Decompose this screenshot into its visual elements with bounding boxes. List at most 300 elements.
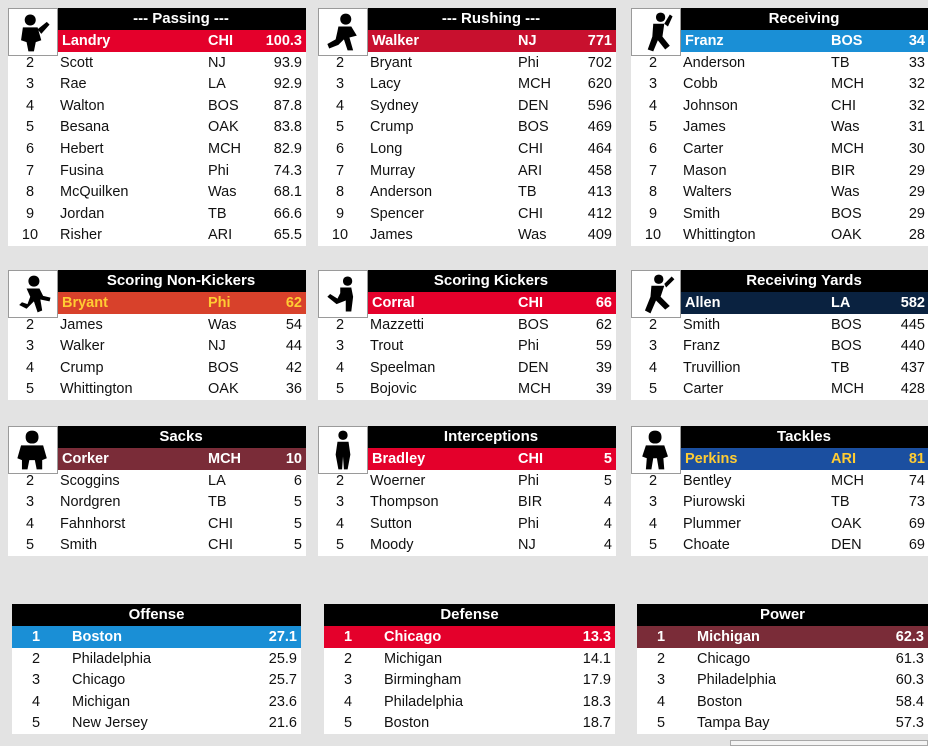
team-row[interactable] (324, 626, 615, 648)
player-name: Mason (683, 162, 727, 179)
leader-row[interactable] (681, 30, 928, 52)
defensive-back-icon (318, 426, 368, 474)
rank-number: 4 (656, 693, 666, 710)
team-name: Michigan (384, 650, 443, 667)
player-name: Truvillion (683, 359, 741, 376)
panel-title: Receiving Yards (679, 270, 928, 292)
leader-row[interactable] (368, 448, 616, 470)
panel-sacks (8, 426, 306, 556)
rank-number: 5 (335, 537, 345, 554)
rank-number: 2 (648, 316, 658, 333)
rank-number: 6 (648, 141, 658, 157)
player-name: Crump (60, 359, 104, 376)
team-abbr: Was (831, 119, 860, 136)
leader-row[interactable] (8, 73, 306, 95)
stat-value: 59 (595, 338, 612, 355)
rank-number: 8 (335, 184, 345, 201)
team-abbr: OAK (208, 119, 239, 136)
player-name: Thompson (370, 494, 439, 511)
player-name: Walker (372, 33, 420, 49)
team-abbr: TB (831, 54, 850, 71)
stat-value: 93.9 (273, 54, 302, 71)
leader-row[interactable] (58, 30, 306, 52)
player-name: Walton (60, 97, 105, 114)
team-abbr: NJ (518, 537, 536, 554)
rank-number: 3 (656, 672, 666, 689)
player-name: Johnson (683, 97, 738, 114)
player-name: Corral (372, 295, 415, 311)
stat-value: 596 (587, 97, 612, 114)
rank-number: 6 (335, 141, 345, 157)
player-name: Sutton (370, 515, 412, 532)
panel-scoring-kickers (318, 270, 616, 400)
rank-number: 7 (25, 162, 35, 179)
stat-value: 23.6 (268, 693, 297, 710)
rank-number: 1 (656, 629, 666, 645)
rank-number: 7 (335, 162, 345, 179)
rank-number: 2 (648, 472, 658, 489)
linebacker-icon (631, 426, 681, 474)
rank-number: 4 (343, 693, 353, 710)
leader-row[interactable] (8, 357, 306, 379)
stat-value: 65.5 (273, 227, 302, 244)
player-name: Landry (62, 33, 111, 49)
leader-row[interactable] (8, 470, 306, 492)
leader-row[interactable] (681, 292, 928, 314)
stat-value: 54 (285, 316, 302, 333)
stat-value: 17.9 (582, 672, 611, 689)
team-abbr: TB (518, 184, 537, 201)
player-name: Cobb (683, 76, 718, 93)
player-name: Walters (683, 184, 732, 201)
team-abbr: NJ (208, 54, 226, 71)
rank-number: 4 (648, 97, 658, 114)
rank-number: 7 (648, 162, 658, 179)
rank-number: 3 (335, 494, 345, 511)
team-name: Birmingham (384, 672, 462, 689)
team-row[interactable] (12, 648, 301, 670)
team-abbr: BOS (831, 338, 862, 355)
rank-number: 9 (25, 205, 35, 222)
leader-row[interactable] (631, 160, 928, 182)
team-abbr: CHI (208, 537, 233, 554)
stat-value: 32 (908, 97, 925, 114)
leader-row[interactable] (631, 52, 928, 74)
team-abbr: MCH (518, 76, 552, 93)
team-row[interactable] (324, 648, 615, 670)
player-name: Fusina (60, 162, 104, 179)
stat-value: 409 (587, 227, 612, 244)
leader-row[interactable] (318, 335, 616, 357)
player-name: Anderson (683, 54, 746, 71)
leader-row[interactable] (631, 534, 928, 556)
leader-row[interactable] (8, 95, 306, 117)
leader-row[interactable] (631, 335, 928, 357)
stat-value: 6 (293, 472, 302, 489)
rank-number: 3 (343, 672, 353, 689)
stat-value: 36 (285, 381, 302, 398)
team-abbr: CHI (208, 515, 233, 532)
leader-row[interactable] (631, 181, 928, 203)
team-abbr: MCH (831, 472, 865, 489)
stat-value: 66.6 (273, 205, 302, 222)
team-row[interactable] (12, 691, 301, 713)
leader-row[interactable] (631, 513, 928, 535)
team-abbr: CHI (518, 205, 543, 222)
player-name: Scoggins (60, 472, 120, 489)
runner-icon (8, 270, 58, 318)
leader-row[interactable] (8, 378, 306, 400)
leader-row[interactable] (8, 160, 306, 182)
stat-value: 62 (285, 295, 302, 311)
stat-value: 29 (908, 184, 925, 201)
leader-row[interactable] (8, 52, 306, 74)
team-abbr: Was (208, 316, 237, 333)
stat-value: 92.9 (273, 76, 302, 93)
stat-value: 34 (908, 33, 925, 49)
stat-value: 83.8 (273, 119, 302, 136)
player-name: Bryant (370, 54, 412, 71)
leader-row[interactable] (631, 357, 928, 379)
leader-row[interactable] (8, 513, 306, 535)
player-name: Rae (60, 76, 87, 93)
rank-number: 4 (335, 97, 345, 114)
leader-row[interactable] (631, 491, 928, 513)
player-name: James (370, 227, 413, 244)
stat-value: 57.3 (895, 715, 924, 732)
team-abbr: BIR (518, 494, 543, 511)
team-name: Tampa Bay (697, 715, 770, 732)
stat-value: 69 (908, 537, 925, 554)
player-name: Trout (370, 338, 404, 355)
player-name: Anderson (370, 184, 433, 201)
team-abbr: BOS (208, 359, 239, 376)
stat-value: 58.4 (895, 693, 924, 710)
leader-row[interactable] (8, 335, 306, 357)
leader-row[interactable] (8, 224, 306, 246)
team-abbr: ARI (831, 451, 856, 467)
leader-row[interactable] (8, 203, 306, 225)
rank-number: 3 (335, 76, 345, 93)
leader-row[interactable] (318, 203, 616, 225)
stat-value: 42 (285, 359, 302, 376)
player-name: Mazzetti (370, 316, 424, 333)
leader-row[interactable] (368, 30, 616, 52)
stat-value: 18.7 (582, 715, 611, 732)
team-abbr: OAK (831, 515, 862, 532)
stat-value: 14.1 (582, 650, 611, 667)
team-abbr: BOS (831, 316, 862, 333)
rank-number: 3 (648, 494, 658, 511)
rank-number: 3 (648, 338, 658, 355)
leader-row[interactable] (318, 357, 616, 379)
team-name: Boston (72, 629, 122, 645)
rank-number: 2 (335, 54, 345, 71)
panel-title: Sacks (56, 426, 306, 448)
stat-value: 18.3 (582, 693, 611, 710)
team-name: Chicago (72, 672, 126, 689)
player-name: Scott (60, 54, 94, 71)
horizontal-scrollbar[interactable] (730, 740, 928, 746)
rank-number: 10 (644, 227, 662, 244)
player-name: Risher (60, 227, 102, 244)
rank-number: 3 (31, 672, 41, 689)
leader-row[interactable] (8, 116, 306, 138)
team-abbr: MCH (518, 381, 552, 398)
player-name: Bryant (62, 295, 108, 311)
leader-row[interactable] (318, 138, 616, 160)
player-name: Crump (370, 119, 414, 136)
player-name: Jordan (60, 205, 105, 222)
rank-number: 3 (25, 76, 35, 93)
rank-number: 5 (335, 381, 345, 398)
rank-number: 2 (335, 472, 345, 489)
panel-scoring-non-kickers (8, 270, 306, 400)
rank-number: 6 (25, 141, 35, 157)
rank-number: 10 (21, 227, 39, 244)
rank-number: 5 (31, 715, 41, 732)
leader-row[interactable] (631, 116, 928, 138)
leader-row[interactable] (631, 314, 928, 336)
leader-row[interactable] (318, 181, 616, 203)
leader-row[interactable] (58, 292, 306, 314)
team-abbr: Was (518, 227, 547, 244)
leader-row[interactable] (631, 378, 928, 400)
team-abbr: BOS (518, 316, 549, 333)
team-abbr: OAK (831, 227, 862, 244)
rank-number: 8 (25, 184, 35, 201)
leader-row[interactable] (318, 224, 616, 246)
team-abbr: ARI (518, 162, 543, 179)
stat-value: 62.3 (895, 629, 924, 645)
team-row[interactable] (324, 712, 615, 734)
stat-value: 5 (293, 537, 302, 554)
leader-row[interactable] (631, 470, 928, 492)
team-abbr: Was (831, 184, 860, 201)
team-name: Philadelphia (697, 672, 777, 689)
leader-row[interactable] (8, 314, 306, 336)
leader-row[interactable] (318, 470, 616, 492)
player-name: Bentley (683, 472, 732, 489)
team-abbr: MCH (208, 451, 242, 467)
team-row[interactable] (637, 648, 928, 670)
player-name: Besana (60, 119, 110, 136)
leader-row[interactable] (318, 378, 616, 400)
stat-value: 87.8 (273, 97, 302, 114)
stat-value: 25.7 (268, 672, 297, 689)
panel-power (637, 604, 928, 734)
team-abbr: MCH (208, 141, 242, 157)
team-abbr: BOS (208, 97, 239, 114)
rank-number: 5 (25, 381, 35, 398)
stat-value: 771 (587, 33, 612, 49)
leader-row[interactable] (631, 95, 928, 117)
panel-title: --- Passing --- (56, 8, 306, 30)
stat-value: 73 (908, 494, 925, 511)
rank-number: 5 (25, 119, 35, 136)
rank-number: 4 (25, 97, 35, 114)
leader-row[interactable] (318, 95, 616, 117)
stat-value: 100.3 (265, 33, 302, 49)
player-name: Murray (370, 162, 416, 179)
team-abbr: DEN (518, 97, 549, 114)
player-name: Nordgren (60, 494, 121, 511)
leader-row[interactable] (8, 181, 306, 203)
team-row[interactable] (637, 691, 928, 713)
player-name: Lacy (370, 76, 401, 93)
team-abbr: NJ (518, 33, 537, 49)
stat-value: 29 (908, 162, 925, 179)
rank-number: 8 (648, 184, 658, 201)
team-abbr: CHI (208, 33, 233, 49)
player-name: Whittington (60, 381, 133, 398)
player-name: Franz (683, 338, 721, 355)
leader-row[interactable] (8, 491, 306, 513)
team-abbr: DEN (518, 359, 549, 376)
rank-number: 2 (25, 316, 35, 333)
leader-row[interactable] (58, 448, 306, 470)
stat-value: 39 (595, 381, 612, 398)
team-abbr: CHI (518, 141, 543, 157)
team-row[interactable] (637, 712, 928, 734)
stat-value: 25.9 (268, 650, 297, 667)
player-name: Perkins (685, 451, 738, 467)
panel-interceptions (318, 426, 616, 556)
player-name: Sydney (370, 97, 419, 114)
stat-value: 437 (900, 359, 925, 376)
stat-value: 702 (587, 54, 612, 71)
player-name: McQuilken (60, 184, 129, 201)
rank-number: 4 (648, 515, 658, 532)
rank-number: 9 (648, 205, 658, 222)
team-abbr: Phi (518, 338, 539, 355)
rank-number: 2 (335, 316, 345, 333)
stat-value: 29 (908, 205, 925, 222)
stat-value: 5 (603, 451, 612, 467)
stat-value: 412 (587, 205, 612, 222)
team-abbr: TB (831, 494, 850, 511)
stat-value: 32 (908, 76, 925, 93)
stat-value: 60.3 (895, 672, 924, 689)
rank-number: 5 (335, 119, 345, 136)
team-row[interactable] (324, 669, 615, 691)
leader-row[interactable] (631, 73, 928, 95)
rank-number: 5 (648, 537, 658, 554)
player-name: Plummer (683, 515, 742, 532)
stat-value: 428 (900, 381, 925, 398)
player-name: Carter (683, 381, 724, 398)
rank-number: 3 (25, 338, 35, 355)
leader-row[interactable] (318, 116, 616, 138)
team-abbr: BOS (831, 33, 863, 49)
team-row[interactable] (12, 712, 301, 734)
leader-row[interactable] (318, 513, 616, 535)
leader-row[interactable] (681, 448, 928, 470)
leader-row[interactable] (318, 314, 616, 336)
panel-tackles (631, 426, 928, 556)
team-row[interactable] (12, 669, 301, 691)
player-name: James (60, 316, 103, 333)
leader-row[interactable] (631, 138, 928, 160)
rank-number: 3 (335, 338, 345, 355)
player-name: Walker (60, 338, 105, 355)
quarterback-icon (8, 8, 58, 56)
stat-value: 61.3 (895, 650, 924, 667)
player-name: Smith (683, 205, 721, 222)
rank-number: 10 (331, 227, 349, 244)
stat-value: 469 (587, 119, 612, 136)
player-name: Whittington (683, 227, 756, 244)
stat-value: 62 (595, 316, 612, 333)
player-name: James (683, 119, 726, 136)
leader-row[interactable] (631, 203, 928, 225)
leader-row[interactable] (8, 138, 306, 160)
team-abbr: ARI (208, 227, 233, 244)
panel-offense (12, 604, 301, 734)
player-name: Moody (370, 537, 414, 554)
stat-value: 440 (900, 338, 925, 355)
team-abbr: TB (208, 205, 227, 222)
leader-row[interactable] (8, 534, 306, 556)
stat-value: 4 (603, 494, 612, 511)
rank-number: 2 (25, 54, 35, 71)
stat-value: 74.3 (273, 162, 302, 179)
player-name: Hebert (60, 141, 104, 157)
rank-number: 4 (25, 515, 35, 532)
team-abbr: Phi (208, 162, 229, 179)
rank-number: 2 (343, 650, 353, 667)
stat-value: 68.1 (273, 184, 302, 201)
leader-row[interactable] (368, 292, 616, 314)
player-name: Spencer (370, 205, 425, 222)
team-abbr: MCH (831, 141, 865, 157)
rank-number: 9 (335, 205, 345, 222)
team-abbr: TB (831, 359, 850, 376)
team-row[interactable] (637, 626, 928, 648)
stat-value: 5 (293, 515, 302, 532)
team-row[interactable] (324, 691, 615, 713)
stat-value: 82.9 (273, 141, 302, 157)
player-name: Carter (683, 141, 724, 157)
stat-value: 69 (908, 515, 925, 532)
stat-value: 458 (587, 162, 612, 179)
panel-defense (324, 604, 615, 734)
team-abbr: Was (208, 184, 237, 201)
team-name: Michigan (697, 629, 760, 645)
stat-value: 464 (587, 141, 612, 157)
team-abbr: Phi (518, 515, 539, 532)
rank-number: 4 (25, 359, 35, 376)
leader-row[interactable] (318, 73, 616, 95)
panel-title: Scoring Kickers (366, 270, 616, 292)
leader-row[interactable] (318, 52, 616, 74)
team-row[interactable] (12, 626, 301, 648)
leader-row[interactable] (318, 160, 616, 182)
team-row[interactable] (637, 669, 928, 691)
rank-number: 5 (25, 537, 35, 554)
stat-value: 5 (603, 472, 612, 489)
rank-number: 5 (648, 381, 658, 398)
team-abbr: CHI (518, 451, 543, 467)
panel-title: Tackles (679, 426, 928, 448)
rank-number: 5 (343, 715, 353, 732)
stat-value: 582 (900, 295, 925, 311)
leader-row[interactable] (318, 534, 616, 556)
team-name: Boston (384, 715, 430, 732)
leader-row[interactable] (318, 491, 616, 513)
lineman-icon (8, 426, 58, 474)
leader-row[interactable] (631, 224, 928, 246)
